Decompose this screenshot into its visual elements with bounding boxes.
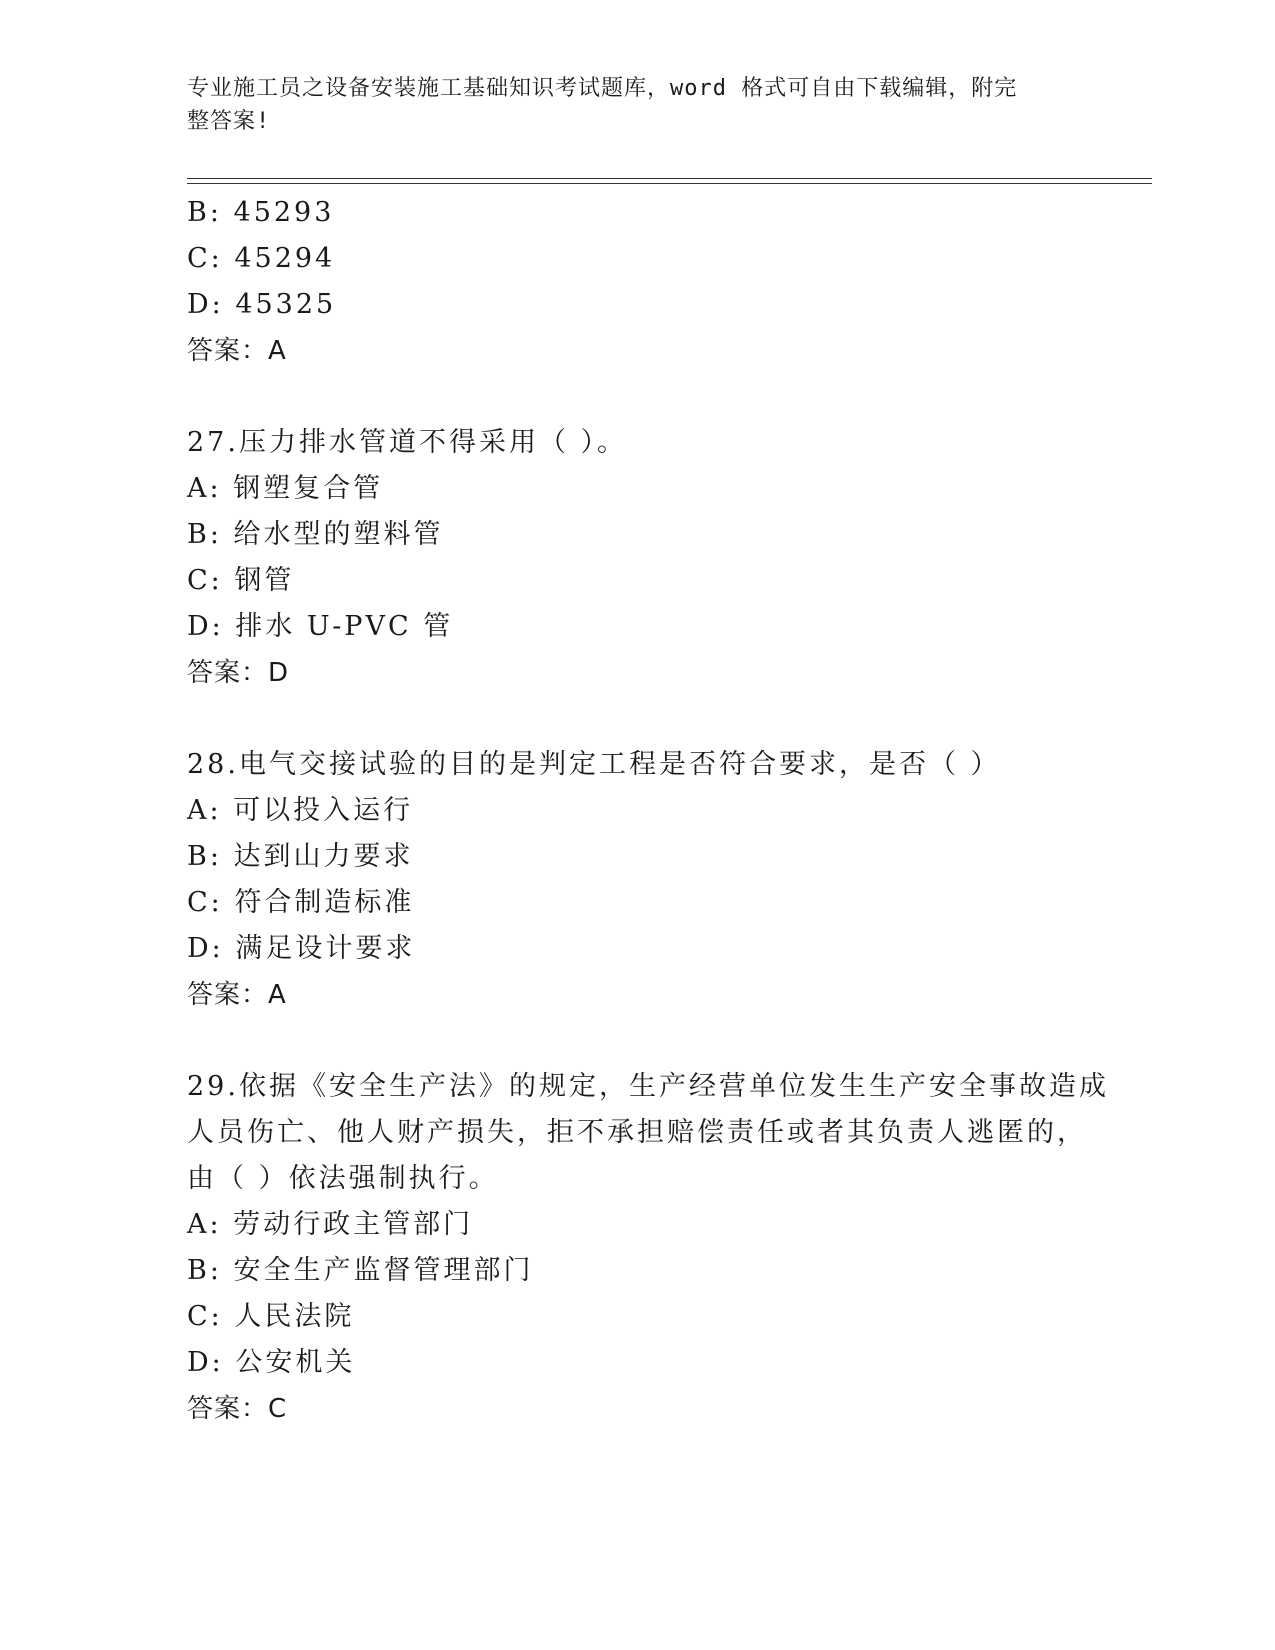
answer: 答案：A [187, 336, 287, 366]
option-a: A: 劳动行政主管部门 [187, 1209, 474, 1240]
option-b: B: 45293 [187, 197, 335, 228]
question-block-prev [187, 190, 1087, 374]
option-d: D: 排水 U-PVC 管 [187, 611, 454, 642]
option-c: C: 钢管 [187, 565, 295, 596]
option-b: B: 达到山力要求 [187, 841, 414, 872]
option-c: C: 45294 [187, 243, 336, 274]
option-a: A: 可以投入运行 [187, 795, 414, 826]
option-c: C: 人民法院 [187, 1301, 355, 1332]
question-stem-line-2: 人员伤亡、他人财产损失，拒不承担赔偿责任或者其负责人逃匿的， [187, 1117, 1087, 1148]
question-block-28 [187, 742, 1087, 1018]
document-header [187, 72, 1067, 138]
question-stem: 27.压力排水管道不得采用（ ）。 [187, 427, 628, 458]
header-divider-top [187, 178, 1152, 179]
option-a: A: 钢塑复合管 [187, 473, 384, 504]
header-title-line-2: 整答案! [187, 109, 271, 134]
answer: 答案：A [187, 980, 287, 1010]
question-stem: 28.电气交接试验的目的是判定工程是否符合要求，是否（ ） [187, 749, 1001, 780]
option-d: D: 45325 [187, 289, 337, 320]
question-block-27 [187, 420, 1087, 696]
header-divider-bottom [187, 183, 1152, 184]
option-d: D: 满足设计要求 [187, 933, 416, 964]
option-b: B: 给水型的塑料管 [187, 519, 444, 550]
option-c: C: 符合制造标准 [187, 887, 415, 918]
answer: 答案：D [187, 658, 290, 688]
answer: 答案：C [187, 1394, 288, 1424]
question-list [187, 190, 1109, 1432]
question-block-29 [187, 1064, 1109, 1432]
question-stem-line-3: 由（ ）依法强制执行。 [187, 1163, 499, 1194]
option-b: B: 安全生产监督管理部门 [187, 1255, 534, 1286]
header-title-line-1: 专业施工员之设备安装施工基础知识考试题库，word 格式可自由下载编辑，附完 [187, 76, 1018, 101]
question-stem-line-1: 29.依据《安全生产法》的规定，生产经营单位发生生产安全事故造成 [187, 1071, 1109, 1102]
option-d: D: 公安机关 [187, 1347, 356, 1378]
